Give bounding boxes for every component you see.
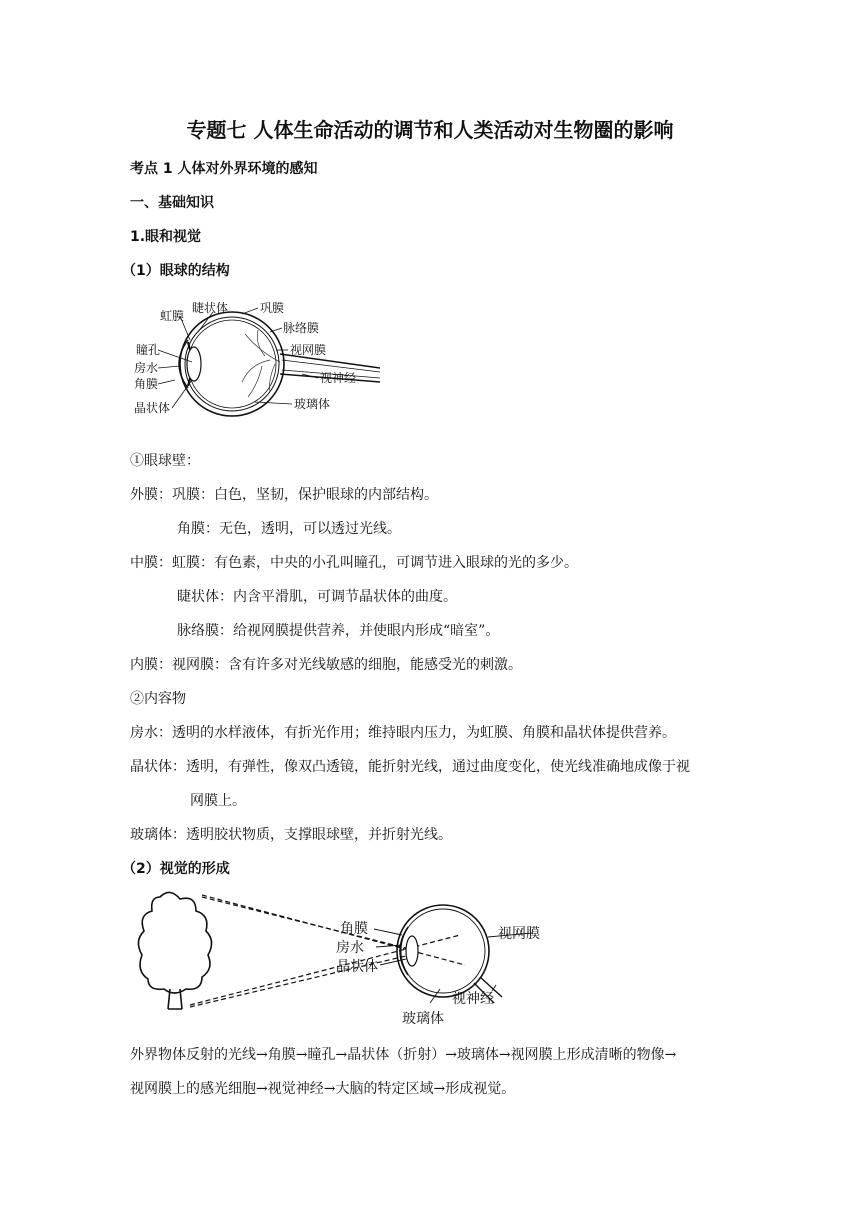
label-optic-nerve: 视神经	[320, 371, 357, 385]
label-aqueous: 房水	[336, 940, 364, 956]
contents-line-3: 网膜上。	[190, 793, 246, 809]
contents-heading: ②内容物	[130, 691, 186, 707]
label-aqueous: 房水	[134, 361, 159, 375]
wall-line-5: 脉络膜：给视网膜提供营养，并使眼内形成“暗室”。	[177, 623, 500, 639]
label-lens: 晶状体	[336, 959, 378, 975]
wall-line-4: 睫状体：内含平滑肌，可调节晶状体的曲度。	[177, 589, 457, 605]
label-retina: 视网膜	[498, 926, 540, 942]
wall-line-3: 中膜：虹膜：有色素，中央的小孔叫瞳孔，可调节进入眼球的光的多少。	[130, 555, 578, 571]
label-optic-nerve: 视神经	[452, 991, 494, 1007]
vision-formation-figure	[130, 885, 560, 1030]
subheading-vision-formation: （2）视觉的形成	[122, 861, 230, 877]
label-cornea: 角膜	[134, 377, 159, 391]
subheading-eye-vision: 1.眼和视觉	[130, 229, 202, 245]
label-pupil: 瞳孔	[136, 343, 161, 357]
path-line-2: 视网膜上的感光细胞→视觉神经→大脑的特定区域→形成视觉。	[130, 1081, 516, 1097]
subheading-basics: 一、基础知识	[130, 195, 214, 211]
subheading-eye-structure: （1）眼球的结构	[122, 263, 230, 279]
label-sclera: 巩膜	[260, 301, 285, 315]
contents-line-4: 玻璃体：透明胶状物质，支撑眼球壁，并折射光线。	[130, 827, 452, 843]
eyeball-structure-figure	[130, 292, 380, 427]
label-ciliary: 睫状体	[192, 301, 229, 315]
label-lens: 晶状体	[134, 401, 171, 415]
contents-line-1: 房水：透明的水样液体，有折光作用；维持眼内压力，为虹膜、角膜和晶状体提供营养。	[130, 725, 676, 741]
wall-line-2: 角膜：无色，透明，可以透过光线。	[177, 521, 401, 537]
label-choroid: 脉络膜	[283, 321, 320, 335]
wall-line-6: 内膜：视网膜：含有许多对光线敏感的细胞，能感受光的刺激。	[130, 657, 522, 673]
wall-heading: ①眼球壁：	[130, 453, 200, 469]
section-heading: 考点 1 人体对外界环境的感知	[130, 161, 318, 177]
label-vitreous: 玻璃体	[402, 1011, 444, 1027]
label-cornea: 角膜	[340, 921, 368, 937]
label-vitreous: 玻璃体	[294, 397, 331, 411]
label-retina: 视网膜	[290, 343, 327, 357]
label-iris: 虹膜	[160, 309, 185, 323]
contents-line-2: 晶状体：透明，有弹性，像双凸透镜，能折射光线，通过曲度变化，使光线准确地成像于视	[130, 759, 690, 775]
wall-line-1: 外膜：巩膜：白色，坚韧，保护眼球的内部结构。	[130, 487, 438, 503]
page-title: 专题七 人体生命活动的调节和人类活动对生物圈的影响	[186, 118, 674, 142]
path-line-1: 外界物体反射的光线→角膜→瞳孔→晶状体（折射）→玻璃体→视网膜上形成清晰的物像→	[130, 1047, 677, 1063]
